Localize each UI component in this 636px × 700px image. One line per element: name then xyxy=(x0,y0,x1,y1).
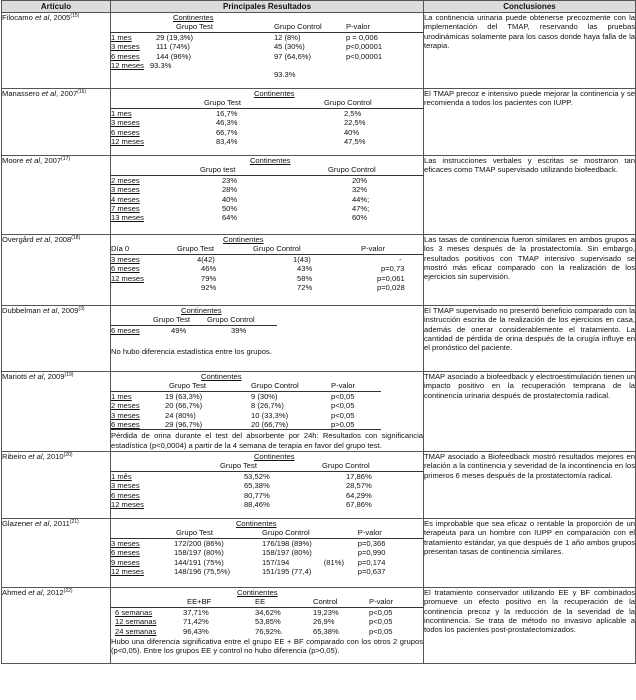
table-row xyxy=(2,588,636,664)
table-row xyxy=(2,235,636,306)
results-cell xyxy=(111,156,424,235)
results-subtable: Continentes Grupo Test Grupo Control P-valor 1 mes 29 (19,3%) 12 (8%) p = 0,006 3 meses 111 (74%) 45 (30%) p<0,00001 6 meses 144 (96%) 97 (64,6%) p<0,00001 12 meses 93.3% 93.3% xyxy=(111,13,423,80)
conclusion-cell: Es improbable que sea eficaz o rentable la proporción de un terapeuta para un hombre con IUPP en comparación con el tratamiento estándar, ya que después de 1 año ambos grupos presentan tasas de continencia similares. xyxy=(424,519,636,588)
table-row xyxy=(2,452,636,519)
table-row xyxy=(2,156,636,235)
results-cell xyxy=(111,89,424,156)
results-subtable: Continentes Grupo Test Grupo Control 1 mês 53,52% 17,86% 3 meses 65,38% 28,57% 6 meses 80,77% 64,29% 12 meses 88,46% 67,86% xyxy=(111,452,423,509)
article-cell: Glazener et al, 2011$^{(21)}$ xyxy=(2,519,111,588)
results-table xyxy=(1,0,636,664)
conclusion-cell: TMAP asociado a Biofeedback mostró resultados mejores en relación a la continencia y severidad de la incontinencia en los primeros 6 meses después de la prostatectomía radical. xyxy=(424,452,636,519)
results-cell xyxy=(111,372,424,452)
results-subtable: Continentes Grupo test Grupo Control 2 meses 23% 20% 3 meses 28% 32% 4 meses 40% 44%; 7 meses 50% 47%; 13 meses 64% 60% xyxy=(111,156,423,223)
results-note: Hubo una diferencia significativa entre el grupo EE + BF comparado con los otros 2 grupos (p<0,05). Entre los grupos EE y control no hubo diferencia (p>0,05). xyxy=(111,637,423,656)
results-cell xyxy=(111,519,424,588)
table-wrapper xyxy=(1,0,635,664)
results-subtable: Continentes Día 0 Grupo Test Grupo Control P-valor 3 meses 4(42) 1(43) - 6 meses 46% 43% p=0,73 12 meses 79% 58% p=0,061 92% 72% p=0,028 xyxy=(111,235,423,292)
results-title: Continentes xyxy=(173,13,214,22)
article-cell: Ahmed et al, 2012$^{(22)}$ xyxy=(2,588,111,664)
conclusion-cell: Las tasas de continencia fueron similares en ambos grupos a los 3 meses después de la prostatectomía. Sin embargo, resultados positivos con TMAP intensivo supervisado se mostró más eficaz comparado con la realización de los ejercicios sin supervisión. xyxy=(424,235,636,306)
results-cell xyxy=(111,306,424,372)
conclusion-cell: Las instrucciones verbales y escritas se mostraron tan eficaces como TMAP supervisado utilizando biofeedback. xyxy=(424,156,636,235)
article-cell: Manassero et al, 2007$^{(16)}$ xyxy=(2,89,111,156)
results-subtable: Continentes EE+BF EE Control P-valor 6 semanas 37,71% 34,62% 19,23% p<0,05 12 semanas 71,42% 53,85% 26,9% p<0,05 24 semanas 96,43% 76,92%. 65,38% p<0,05 xyxy=(111,588,423,636)
conclusion-cell: La continencia urinaria puede obtenerse precozmente con la implementación del TMAP, reservando las pruebas urodinámicas solamente para los casos donde haya falla de la terapia. xyxy=(424,13,636,89)
header-row xyxy=(2,1,636,13)
article-cell: Filocamo et al, 2005$^{(15)}$ xyxy=(2,13,111,89)
table-row xyxy=(2,89,636,156)
results-cell xyxy=(111,235,424,306)
article-cell: Dubbelman et al, 2009$^{(3)}$ xyxy=(2,306,111,372)
conclusion-cell: TMAP asociado a biofeedback y electroestimulación tienen un impacto positivo en la recuperación temprana de la continencia urinaria después de prostatectomía radical. xyxy=(424,372,636,452)
article-cell: Overgård et al, 2008$^{(18)}$ xyxy=(2,235,111,306)
results-cell xyxy=(111,588,424,664)
conclusion-cell: El tratamiento conservador utilizando EE y BF combinados promueve un efecto positivo en la recuperación de la continencia precoz y la reducción de la severidad de la incontinencia. Se trata de método no invasivo aplicable a todos los pacientes post-prostatectomizados. xyxy=(424,588,636,664)
results-cell xyxy=(111,13,424,89)
results-subtable: Continentes Grupo Test Grupo Control 6 meses 49% 39% xyxy=(111,306,277,335)
article-cell: Ribeiro et al, 2010$^{(20)}$ xyxy=(2,452,111,519)
results-note: Pérdida de orina durante el test del absorbente por 24h: Resultados con significancia estadística (p<0,0004) a partir de la 4 semana de terapia en favor del grupo test. xyxy=(111,431,423,450)
table-row xyxy=(2,13,636,89)
table-row xyxy=(2,372,636,452)
conclusion-cell: El TMAP precoz e intensivo puede mejorar la continencia y se recomienda a todos los pacientes con IUPP. xyxy=(424,89,636,156)
table-row xyxy=(2,519,636,588)
article-cell: Moore et al, 2007$^{(17)}$ xyxy=(2,156,111,235)
article-cell: Mariotti et al, 2009$^{(19)}$ xyxy=(2,372,111,452)
results-subtable: Continentes Grupo Test Grupo Control P-valor 3 meses 172/200 (86%) 176/198 (89%) p=0,366 6 meses 158/197 (80%) 158/197 (80%) p=0,990 9 meses 144/191 (75%) 157/194 (81%) p=0,174 12 meses 148/196 (75,5%) 151/195 (77,4) p=0,637 xyxy=(111,519,423,576)
header-article: Artículo xyxy=(2,1,111,13)
results-subtable: Continentes Grupo Test Grupo Control P-valor 1 mes 19 (63,3%) 9 (30%) p<0,05 2 meses 20 (66,7%) 8 (26,7%) p<0,05 3 meses 24 (80%) 10 (33,3%) p<0,05 6 meses 29 (96,7%) 20 (66,7%) p>0,05 xyxy=(111,372,381,430)
conclusion-cell: El TMAP supervisado no presentó beneficio comparado con la instrucción escrita de la realización de los ejercicios en casa, además de onerar considerablemente el tratamiento. La cantidad de pérdida de orina después de la cirugía influye en el pronóstico del paciente. xyxy=(424,306,636,372)
results-subtable: Continentes Grupo Test Grupo Control 1 mes 16,7% 2,5% 3 meses 46,3% 22,5% 6 meses 66,7% 40% 12 meses 83,4% 47,5% xyxy=(111,89,423,146)
header-conclusions: Conclusiones xyxy=(424,1,636,13)
results-cell xyxy=(111,452,424,519)
header-results: Principales Resultados xyxy=(111,1,424,13)
table-row xyxy=(2,306,636,372)
results-note: No hubo diferencia estadística entre los grupos. xyxy=(111,347,272,357)
